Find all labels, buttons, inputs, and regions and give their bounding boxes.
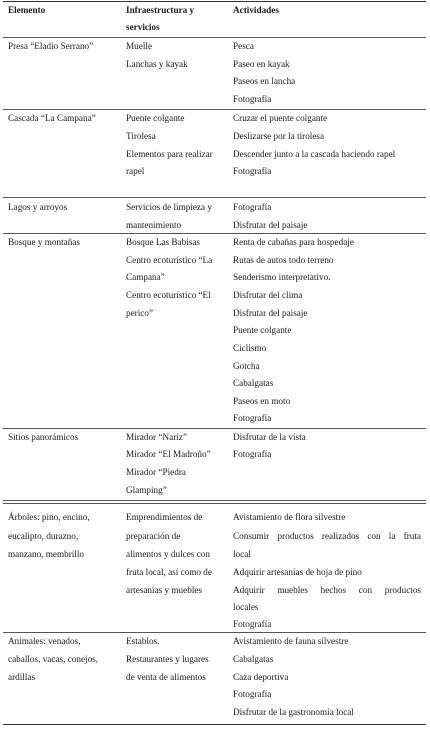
row-1-actividad-2: Descender junto a la cascada haciendo rapel: [233, 149, 396, 159]
row-3-actividad-2: Senderismo interpretativo.: [233, 272, 331, 282]
row-6-actividad-0: Avistamiento de fauna silvestre: [233, 636, 349, 646]
row-3-actividad-6: Ciclismo: [233, 343, 267, 353]
row-3-infra-line-4: perico”: [126, 308, 154, 318]
row-5-infra-line-2: alimentos y dulces con: [126, 549, 210, 559]
header-elemento: Elemento: [8, 5, 46, 15]
row-0-elemento-line-0: Presa “Eladio Serrano”: [8, 41, 94, 51]
row-5-actividad-5: locales: [233, 602, 259, 612]
row-1-infra-line-0: Puente colgante: [126, 113, 185, 123]
row-3-actividad-8: Cabalgatas: [233, 378, 274, 388]
row-rule: [3, 197, 426, 198]
row-3-actividad-1: Rutas de autos todo terreno: [233, 255, 334, 265]
row-6-actividad-3: Fotografía: [233, 689, 272, 699]
row-4-infra-line-1: Mirador “El Madroño”: [126, 449, 211, 459]
row-5-elemento-line-2: manzano, membrillo: [8, 549, 85, 559]
row-5-elemento-line-0: Árboles: pino, encino,: [8, 512, 90, 522]
row-1-actividad-3: Fotografía: [233, 166, 272, 176]
row-4-infra-line-3: Glamping”: [126, 485, 167, 495]
row-6-elemento-line-0: Animales: venados,: [8, 636, 81, 646]
row-3-elemento-line-0: Bosque y montañas: [8, 237, 80, 247]
row-3-infra-line-3: Centro ecoturístico “El: [126, 290, 211, 300]
row-3-infra-line-2: Campana”: [126, 272, 165, 282]
row-6-infra-line-2: de venta de alimentos: [126, 672, 206, 682]
table-bottom-rule: [3, 724, 426, 725]
row-0-infra-line-1: Lanchas y kayak: [126, 59, 188, 69]
row-0-actividad-1: Paseo en kayak: [233, 59, 290, 69]
row-4-infra-line-0: Mirador “Nariz”: [126, 432, 187, 442]
row-2-elemento-line-0: Lagos y arroyos: [8, 202, 68, 212]
row-1-actividad-1: Deslizarse por la tirolesa: [233, 131, 325, 141]
row-4-actividad-0: Disfrutar de la vista: [233, 432, 306, 442]
row-6-infra-line-0: Establos.: [126, 636, 160, 646]
row-1-actividad-0: Cruzar el puente colgante: [233, 113, 328, 123]
row-rule-double: [3, 500, 426, 504]
row-3-actividad-9: Paseos en moto: [233, 396, 291, 406]
row-2-actividad-0: Fotografía: [233, 202, 272, 212]
row-6-actividad-2: Caza deportiva: [233, 672, 289, 682]
row-5-actividad-0: Avistamiento de flora silvestre: [233, 512, 346, 522]
header-infraestructura-line2: servicios: [126, 22, 160, 32]
row-2-actividad-1: Disfrutar del paisaje: [233, 220, 308, 230]
row-3-actividad-4: Disfrutar del paisaje: [233, 308, 308, 318]
row-4-infra-line-2: Mirador “Piedra: [126, 467, 186, 477]
row-4-elemento-line-0: Sitios panorámicos: [8, 432, 79, 442]
row-5-actividad-3: Adquirir artesanías de hoja de pino: [233, 567, 362, 577]
row-1-infra-line-2: Elementos para realizar: [126, 149, 213, 159]
row-3-infra-line-1: Centro ecoturístico “La: [126, 255, 213, 265]
row-6-actividad-1: Cabalgatas: [233, 654, 274, 664]
row-2-infra-line-0: Servicios de limpieza y: [126, 202, 212, 212]
row-6-actividad-4: Disfrutar de la gastronomía local: [233, 707, 354, 717]
row-3-infra-line-0: Bosque Las Babisas: [126, 237, 201, 247]
row-3-actividad-0: Renta de cabañas para hospedaje: [233, 237, 354, 247]
row-5-actividad-2: local: [233, 549, 251, 559]
row-5-actividad-4: Adquirir muebles hechos con productos: [233, 585, 421, 595]
row-5-infra-line-1: preparación de: [126, 531, 181, 541]
row-0-actividad-3: Fotografía: [233, 94, 272, 104]
row-6-elemento-line-1: caballos, vacas, conejos,: [8, 654, 99, 664]
row-3-actividad-10: Fotografía: [233, 413, 272, 423]
row-0-infra-line-0: Muelle: [126, 41, 153, 51]
row-6-elemento-line-2: ardillas: [8, 672, 36, 682]
row-4-actividad-1: Fotografía: [233, 449, 272, 459]
row-2-infra-line-1: mantenimiento: [126, 220, 182, 230]
row-5-actividad-1: Consumir productos realizados con la fruta: [233, 531, 421, 541]
row-0-actividad-2: Paseos en lancha: [233, 76, 296, 86]
row-5-infra-line-3: fruta local, así como de: [126, 567, 212, 577]
row-5-infra-line-0: Emprendimientos de: [126, 512, 203, 522]
header-infraestructura-line1: Infraestructura y: [126, 5, 195, 15]
row-1-elemento-line-0: Cascada “La Campana”: [8, 113, 96, 123]
row-3-actividad-7: Gotcha: [233, 361, 260, 371]
row-1-infra-line-3: rapel: [126, 166, 145, 176]
row-3-actividad-5: Puente colgante: [233, 325, 292, 335]
row-1-infra-line-1: Tirolesa: [126, 131, 156, 141]
row-0-actividad-0: Pesca: [233, 41, 254, 51]
row-5-elemento-line-1: eucalipto, durazno,: [8, 531, 79, 541]
row-5-infra-line-4: artesanías y muebles: [126, 585, 203, 595]
row-6-infra-line-1: Restaurantes y lugares: [126, 654, 209, 664]
row-3-actividad-3: Disfrutar del clima: [233, 290, 303, 300]
header-actividades: Actividades: [233, 5, 279, 15]
row-5-actividad-6: Fotografía: [233, 619, 272, 629]
